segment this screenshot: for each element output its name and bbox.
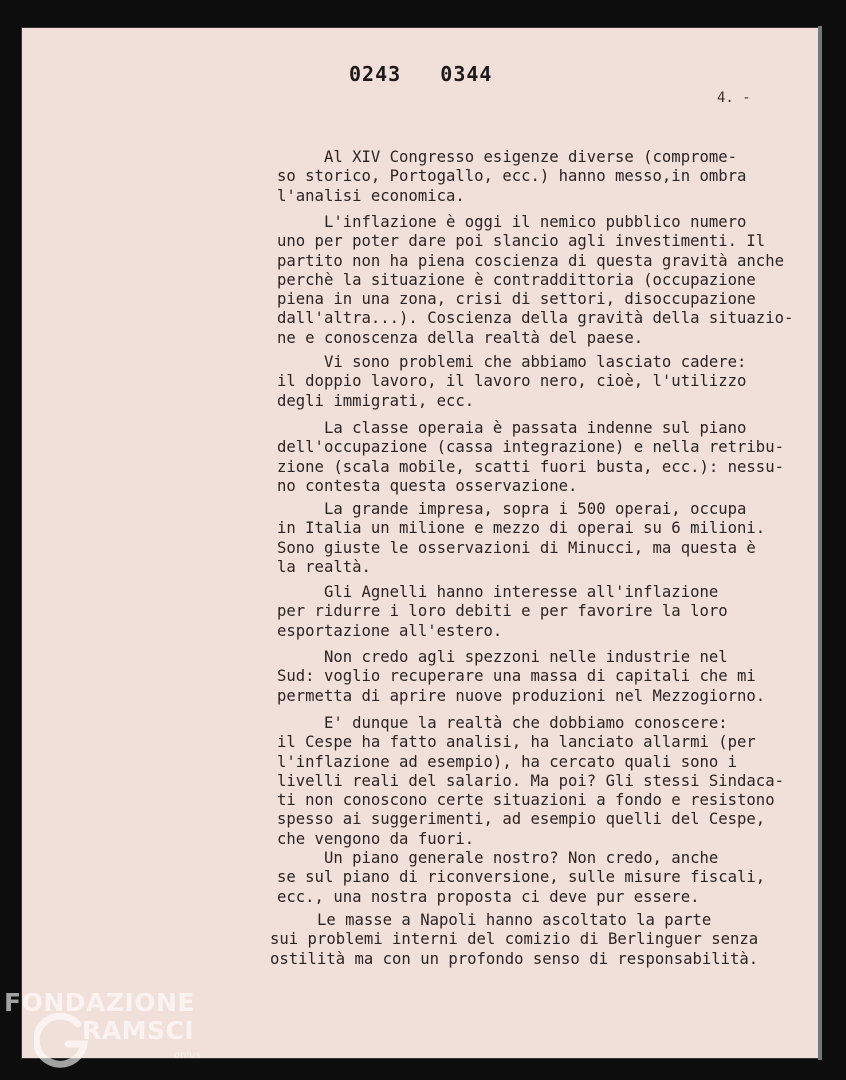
text-line: La grande impresa, sopra i 500 operai, occupa: [277, 500, 747, 518]
text-line: in Italia un milione e mezzo di operai su 6 milioni.: [277, 519, 766, 538]
paragraph-3: [277, 353, 817, 411]
text-line: Gli Agnelli hanno interesse all'inflazione: [277, 583, 719, 601]
watermark-line2: RAMSCI: [82, 1016, 195, 1045]
text-line: partito non ha piena coscienza di questa gravità anche: [277, 251, 784, 270]
paragraph-1: [277, 148, 817, 206]
text-line: La classe operaia è passata indenne sul piano: [277, 419, 747, 437]
text-line: uno per poter dare poi slancio agli investimenti. Il: [277, 232, 766, 251]
text-line: degli immigrati, ecc.: [277, 391, 475, 410]
paragraph-10: [270, 911, 810, 969]
text-line: l'inflazione ad esempio), ha cercato quali sono i: [277, 752, 738, 771]
folder-edge: [818, 26, 822, 1060]
paragraph-8: [277, 714, 817, 849]
text-line: se sul piano di riconversione, sulle misure fiscali,: [277, 868, 766, 887]
text-line: dall'altra...). Coscienza della gravità della situazio-: [277, 309, 794, 328]
text-line: che vengono da fuori.: [277, 829, 475, 848]
text-line: Sud: voglio recuperare una massa di capitali che mi: [277, 667, 756, 686]
paragraph-2: [277, 213, 817, 348]
text-line: spesso ai suggerimenti, ad esempio quelli del Cespe,: [277, 810, 766, 829]
text-line: l'analisi economica.: [277, 186, 465, 205]
fondazione-gramsci-watermark: [4, 988, 209, 1074]
text-line: Vi sono problemi che abbiamo lasciato cadere:: [277, 353, 747, 371]
text-line: Al XIV Congresso esigenze diverse (comprome-: [277, 148, 738, 166]
text-line: esportazione all'estero.: [277, 621, 503, 640]
text-line: zione (scala mobile, scatti fuori busta, ecc.): nessu-: [277, 457, 784, 476]
text-line: E' dunque la realtà che dobbiamo conoscere:: [277, 714, 728, 732]
paragraph-6: [277, 583, 817, 641]
text-line: ti non conoscono certe situazioni a fondo e resistono: [277, 791, 775, 810]
watermark-suffix: onlus: [174, 1050, 201, 1061]
page-number: 4. -: [717, 90, 751, 106]
text-line: per ridurre i loro debiti e per favorire la loro: [277, 602, 728, 621]
text-line: Le masse a Napoli hanno ascoltato la parte: [270, 911, 712, 929]
text-line: piena in una zona, crisi di settori, disoccupazione: [277, 290, 756, 309]
text-line: il Cespe ha fatto analisi, ha lanciato allarmi (per: [277, 733, 756, 752]
text-line: perchè la situazione è contraddittoria (occupazione: [277, 270, 756, 289]
paragraph-4: [277, 419, 817, 496]
text-line: permetta di aprire nuove produzioni nel Mezzogiorno.: [277, 686, 766, 705]
text-line: Un piano generale nostro? Non credo, anche: [277, 849, 719, 867]
text-line: Sono giuste le osservazioni di Minucci, ma questa è: [277, 538, 756, 557]
paragraph-9: [277, 849, 817, 907]
text-line: Non credo agli spezzoni nelle industrie nel: [277, 648, 728, 666]
text-line: la realtà.: [277, 557, 371, 576]
text-line: ne e conoscenza della realtà del paese.: [277, 328, 644, 347]
text-line: sui problemi interni del comizio di Berlinguer senza: [270, 930, 759, 949]
archive-number: 0243 0344: [349, 62, 493, 86]
text-line: dell'occupazione (cassa integrazione) e nella retribu-: [277, 438, 784, 457]
text-line: ecc., una nostra proposta ci deve pur essere.: [277, 887, 700, 906]
text-line: il doppio lavoro, il lavoro nero, cioè, l'utilizzo: [277, 372, 747, 391]
text-line: no contesta questa osservazione.: [277, 476, 578, 495]
paragraph-7: [277, 648, 817, 706]
text-line: ostilità ma con un profondo senso di responsabilità.: [270, 949, 759, 968]
text-line: so storico, Portogallo, ecc.) hanno messo,in ombra: [277, 167, 747, 186]
text-line: L'inflazione è oggi il nemico pubblico numero: [277, 213, 747, 231]
paragraph-5: [277, 500, 817, 577]
text-line: livelli reali del salario. Ma poi? Gli stessi Sindaca-: [277, 771, 784, 790]
watermark-line1: FONDAZIONE: [4, 988, 196, 1017]
